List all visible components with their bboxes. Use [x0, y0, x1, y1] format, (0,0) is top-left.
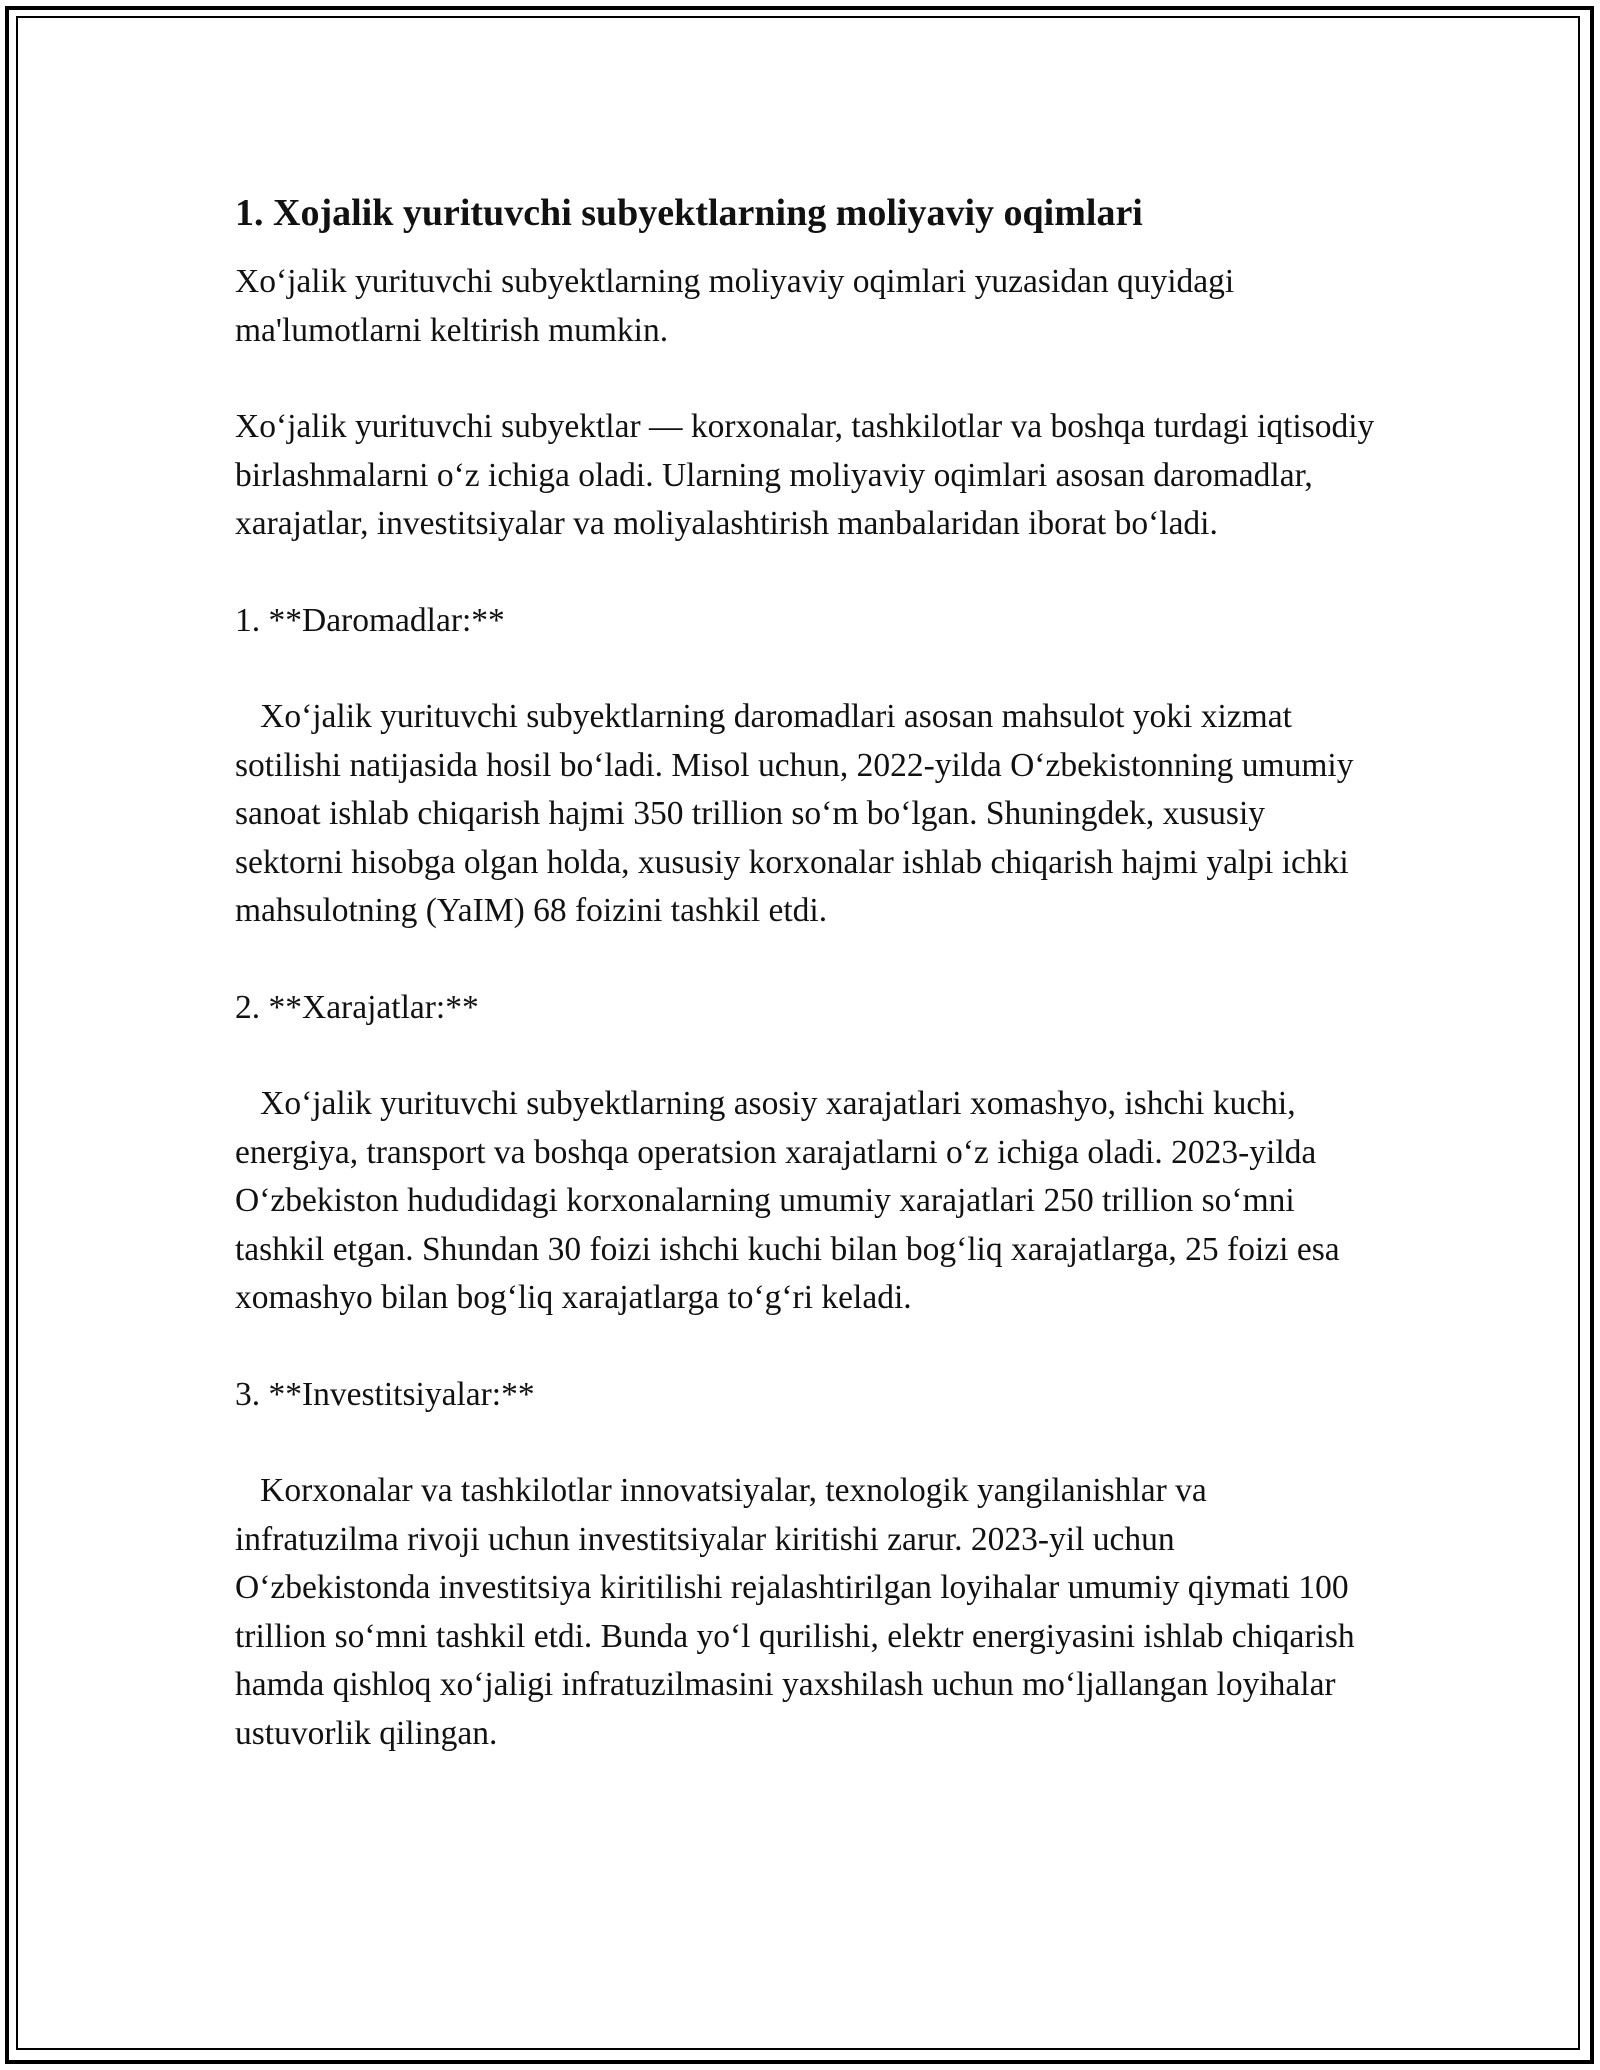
section-body-xarajatlar: Xo‘jalik yurituvchi subyektlarning asosiy xarajatlari xomashyo, ishchi kuchi, energiya, transport va boshqa operatsion xarajatlarni o‘z ichiga oladi. 2023-yilda O‘zbekiston hududidagi korxonalarning umumiy xarajatlari 250 trillion so‘mni tashkil etgan. Shundan 30 foizi ishchi kuchi bilan bog‘liq xarajatlarga, 25 foizi esa xomashyo bilan bog‘liq xarajatlarga to‘g‘ri keladi. [235, 1085, 1348, 1316]
intro-paragraph: Xo‘jalik yurituvchi subyektlarning moliyaviy oqimlari yuzasidan quyidagi ma'lumotlarni keltirish mumkin. [235, 263, 1243, 349]
overview-paragraph: Xo‘jalik yurituvchi subyektlar — korxonalar, tashkilotlar va boshqa turdagi iqtisodiy birlashmalarni o‘z ichiga oladi. Ularning moliyaviy oqimlari asosan daromadlar, xarajatlar, investitsiyalar va moliyalashtirish manbalaridan iborat bo‘ladi. [235, 408, 1383, 542]
section-body-daromadlar: Xo‘jalik yurituvchi subyektlarning daromadlari asosan mahsulot yoki xizmat sotilishi natijasida hosil bo‘ladi. Misol uchun, 2022-yilda O‘zbekistonning umumiy sanoat ishlab chiqarish hajmi 350 trillion so‘m bo‘lgan. Shuningdek, xususiy sektorni hisobga olgan holda, xususiy korxonalar ishlab chiqarish hajmi yalpi ichki mahsulotning (YaIM) 68 foizini tashkil etdi. [235, 698, 1362, 929]
section-title-investitsiyalar: 3. **Investitsiyalar:** [235, 1375, 535, 1413]
section-title-daromadlar: 1. **Daromadlar:** [235, 601, 505, 639]
document-body [235, 188, 1383, 1758]
section-body-investitsiyalar: Korxonalar va tashkilotlar innovatsiyalar, texnologik yangilanishlar va infratuzilma rivoji uchun investitsiyalar kiritishi zarur. 2023-yil uchun O‘zbekistonda investitsiya kiritilishi rejalashtirilgan loyihalar umumiy qiymati 100 trillion so‘mni tashkil etdi. Bunda yo‘l qurilishi, elektr energiyasini ishlab chiqarish hamda qishloq xo‘jaligi infratuzilmasini yaxshilash uchun mo‘ljallangan loyihalar ustuvorlik qilingan. [235, 1472, 1363, 1752]
section-title-xarajatlar: 2. **Xarajatlar:** [235, 988, 479, 1026]
document-heading: 1. Xojalik yurituvchi subyektlarning moliyaviy oqimlari [235, 192, 1143, 234]
